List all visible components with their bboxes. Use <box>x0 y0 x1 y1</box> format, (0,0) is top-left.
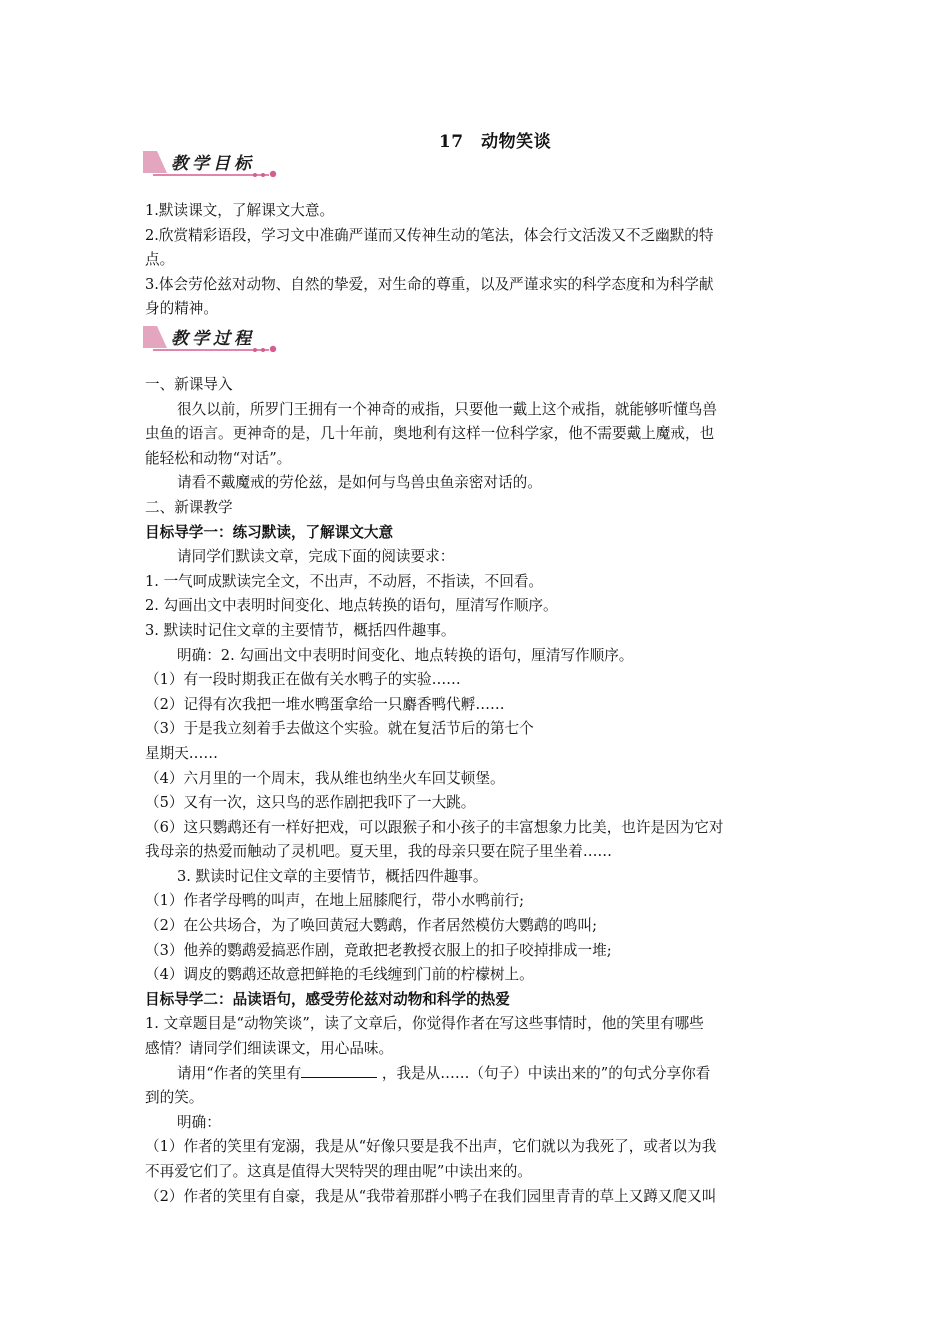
paragraph-line: 3. 默读时记住文章的主要情节，概括四件趣事。 <box>177 867 488 885</box>
goal-list <box>145 199 815 322</box>
lesson-title: 17 动物笑谈 <box>438 132 552 152</box>
list-item: 不再爱它们了。这真是值得大哭特哭的理由呢”中读出来的。 <box>145 1163 532 1180</box>
list-item: （1）作者学母鸭的叫声，在地上屈膝爬行，带小水鸭前行; <box>145 892 525 910</box>
fill-in-blank <box>301 1063 377 1078</box>
goal-line: 身的精神。 <box>145 300 218 318</box>
section-heading: 二、新课教学 <box>145 498 233 516</box>
banner-label-goals: 教学目标 <box>171 154 255 174</box>
goal-line: 3.体会劳伦兹对动物、自然的挚爱，对生命的尊重，以及严谨求实的科学态度和为科学献 <box>145 275 714 293</box>
goal-heading: 目标导学二：品读语句，感受劳伦兹对动物和科学的热爱 <box>145 990 510 1008</box>
section-banner-goals <box>143 147 283 177</box>
goal-line: 2.欣赏精彩语段，学习文中准确严谨而又传神生动的笔法，体会行文活泼又不乏幽默的特 <box>145 226 714 244</box>
paragraph-line <box>145 1062 815 1087</box>
list-item: （2）作者的笑里有自豪，我是从“我带着那群小鸭子在我们园里青青的草上又蹲又爬又叫 <box>145 1187 717 1205</box>
list-item: （3）于是我立刻着手去做这个实验。就在复活节后的第七个 <box>145 720 534 738</box>
list-item: 3. 默读时记住文章的主要情节，概括四件趣事。 <box>145 621 456 639</box>
goal-line: 1.默读课文，了解课文大意。 <box>145 202 335 219</box>
list-item: （1）作者的笑里有宠溺，我是从“好像只要是我不出声，它们就以为我死了，或者以为我 <box>145 1138 717 1156</box>
list-item: （2）在公共场合，为了唤回黄冠大鹦鹉，作者居然模仿大鹦鹉的鸣叫; <box>145 917 598 935</box>
paragraph-line: 能轻松和动物“对话”。 <box>145 449 292 467</box>
list-item: 我母亲的热爱而触动了灵机吧。夏天里，我的母亲只要在院子里坐着…… <box>145 843 613 861</box>
paragraph-line: 请看不戴魔戒的劳伦兹，是如何与鸟兽虫鱼亲密对话的。 <box>177 474 542 492</box>
paragraph-line: 1. 文章题目是“动物笑谈”，读了文章后，你觉得作者在写这些事情时，他的笑里有哪些 <box>145 1015 704 1033</box>
paragraph-line: 明确：2. 勾画出文中表明时间变化、地点转换的语句，厘清写作顺序。 <box>177 646 634 664</box>
goal-line: 点。 <box>145 251 175 269</box>
list-item: （5）又有一次，这只鸟的恶作剧把我吓了一大跳。 <box>145 794 476 812</box>
prompt-text: ，我是从……（句子）中读出来的”的句式分享你看 <box>381 1064 711 1082</box>
paragraph-line: 明确： <box>177 1113 221 1131</box>
list-item: （4）六月里的一个周末，我从维也纳坐火车回艾顿堡。 <box>145 769 505 787</box>
paragraph-line: 感情？请同学们细读课文，用心品味。 <box>145 1040 394 1058</box>
list-item: 2. 勾画出文中表明时间变化、地点转换的语句，厘清写作顺序。 <box>145 597 558 615</box>
list-item: 星期天…… <box>145 744 218 762</box>
paragraph-line: 请同学们默读文章，完成下面的阅读要求： <box>177 548 455 566</box>
list-item: （6）这只鹦鹉还有一样好把戏，可以跟猴子和小孩子的丰富想象力比美，也许是因为它对 <box>145 818 724 836</box>
paragraph-line: 到的笑。 <box>145 1089 204 1107</box>
list-item: （1）有一段时期我正在做有关水鸭子的实验…… <box>145 671 461 689</box>
list-item: （2）记得有次我把一堆水鸭蛋拿给一只麝香鸭代孵…… <box>145 695 505 713</box>
section-banner-process <box>143 322 283 352</box>
prompt-text: 请用“作者的笑里有 <box>177 1064 302 1082</box>
list-item: （4）调皮的鹦鹉还故意把鲜艳的毛线缠到门前的柠檬树上。 <box>145 966 534 984</box>
paragraph-line: 虫鱼的语言。更神奇的是，几十年前，奥地利有这样一位科学家，他不需要戴上魔戒，也 <box>145 425 715 443</box>
list-item: （3）他养的鹦鹉爱搞恶作剧，竟敢把老教授衣服上的扣子咬掉排成一堆; <box>145 941 612 959</box>
section-heading: 一、新课导入 <box>145 376 233 393</box>
banner-label-process: 教学过程 <box>171 329 255 349</box>
paragraph-line: 很久以前，所罗门王拥有一个神奇的戒指，只要他一戴上这个戒指，就能够听懂鸟兽 <box>177 400 717 418</box>
goal-heading: 目标导学一：练习默读，了解课文大意 <box>145 523 394 541</box>
list-item: 1. 一气呵成默读完全文，不出声，不动唇，不指读，不回看。 <box>145 572 544 590</box>
process-body <box>145 373 815 1209</box>
